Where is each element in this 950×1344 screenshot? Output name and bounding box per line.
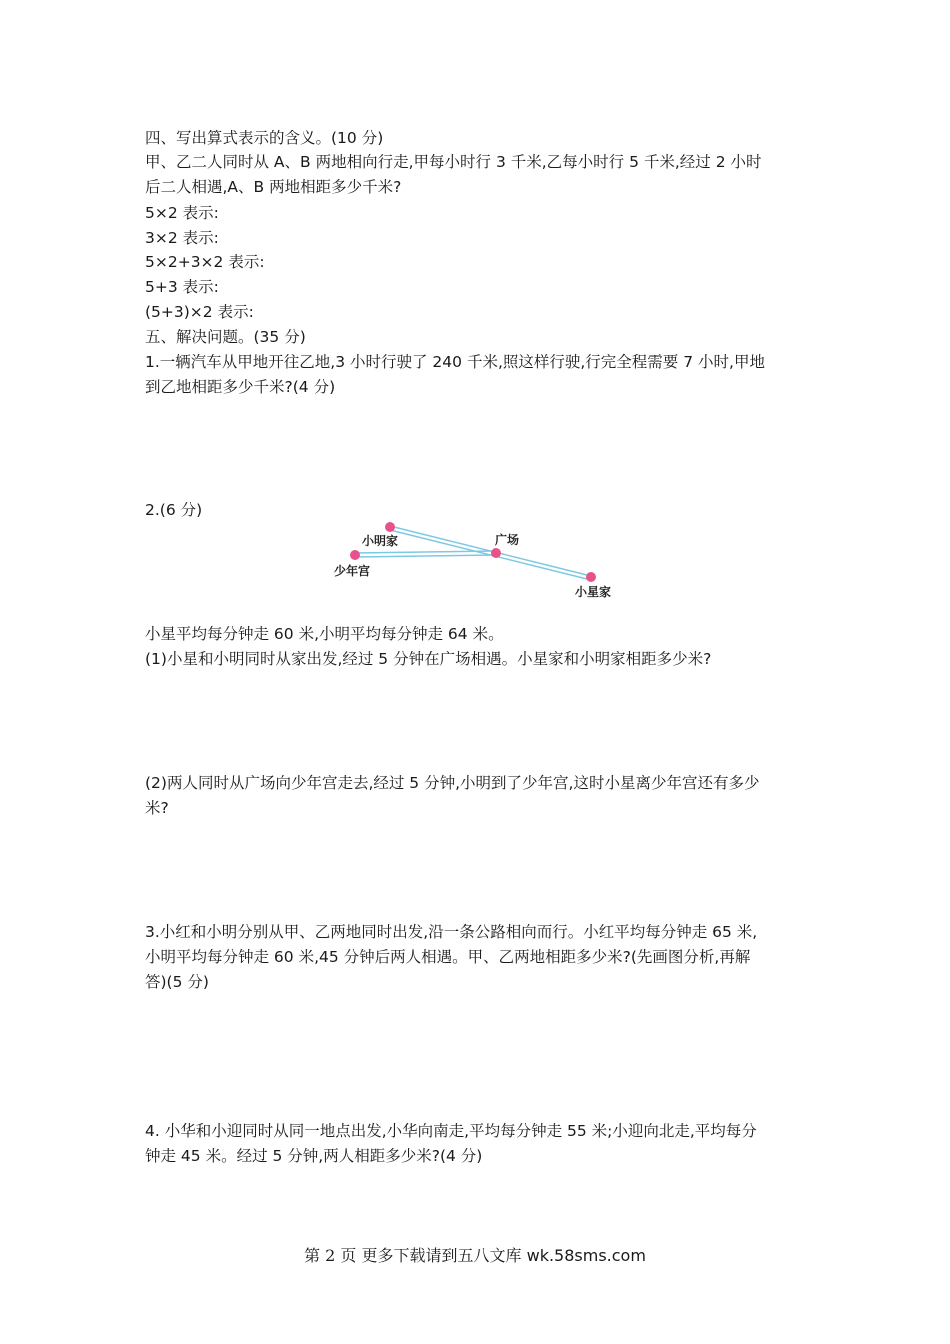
label-youth-palace: 少年宫: [334, 564, 371, 578]
section4-item-3: 5×2+3×2 表示:: [145, 253, 265, 271]
route-diagram: [320, 515, 640, 610]
q3-line1: 3.小红和小明分别从甲、乙两地同时出发,沿一条公路相向而行。小红平均每分钟走 65 米,: [145, 923, 758, 941]
q2-part1: (1)小星和小明同时从家出发,经过 5 分钟在广场相遇。小星家和小明家相距多少米?: [145, 650, 712, 668]
q1-line2: 到乙地相距多少千米?(4 分): [145, 378, 336, 396]
point-xiaoming-home: [385, 522, 395, 532]
q3-line3: 答)(5 分): [145, 973, 209, 991]
section4-problem-line2: 后二人相遇,A、B 两地相距多少千米?: [145, 178, 402, 196]
label-plaza: 广场: [495, 533, 520, 547]
road-youth-palace-to-plaza: [355, 551, 495, 553]
point-xiaoxing-home: [586, 572, 596, 582]
q2-part2-line2: 米?: [145, 799, 169, 817]
label-xiaoming-home: 小明家: [362, 534, 399, 548]
footer-site-link[interactable]: wk.58sms.com: [526, 1246, 646, 1265]
section4-problem-line1: 甲、乙二人同时从 A、B 两地相向行走,甲每小时行 3 千米,乙每小时行 5 千米,经过 2 小时: [145, 153, 762, 171]
q4-line2: 钟走 45 米。经过 5 分钟,两人相距多少米?(4 分): [145, 1147, 483, 1165]
section4-item-1: 5×2 表示:: [145, 204, 219, 222]
point-plaza: [491, 548, 501, 558]
page-footer: [0, 1243, 950, 1266]
label-xiaoxing-home: 小星家: [575, 585, 612, 599]
q3-line2: 小明平均每分钟走 60 米,45 分钟后两人相遇。甲、乙两地相距多少米?(先画图分析,再解: [145, 948, 751, 966]
q4-line1: 4. 小华和小迎同时从同一地点出发,小华向南走,平均每分钟走 55 米;小迎向北走,平均每分: [145, 1122, 757, 1140]
section4-item-4: 5+3 表示:: [145, 278, 219, 296]
q2-part2-line1: (2)两人同时从广场向少年宫走去,经过 5 分钟,小明到了少年宫,这时小星离少年宫还有多少: [145, 774, 760, 792]
section5-title: 五、解决问题。(35 分): [145, 328, 306, 346]
q2-title: 2.(6 分): [145, 501, 203, 519]
q2-info: 小星平均每分钟走 60 米,小明平均每分钟走 64 米。: [145, 625, 504, 643]
section4-title: 四、写出算式表示的含义。(10 分): [145, 129, 384, 147]
road-youth-palace-to-plaza-2: [355, 555, 495, 557]
footer-page-text: 第 2 页 更多下载请到五八文库: [304, 1246, 522, 1265]
point-youth-palace: [350, 550, 360, 560]
section4-item-2: 3×2 表示:: [145, 229, 219, 247]
section4-item-5: (5+3)×2 表示:: [145, 303, 254, 321]
q1-line1: 1.一辆汽车从甲地开往乙地,3 小时行驶了 240 千米,照这样行驶,行完全程需要 7 小时,甲地: [145, 353, 765, 371]
